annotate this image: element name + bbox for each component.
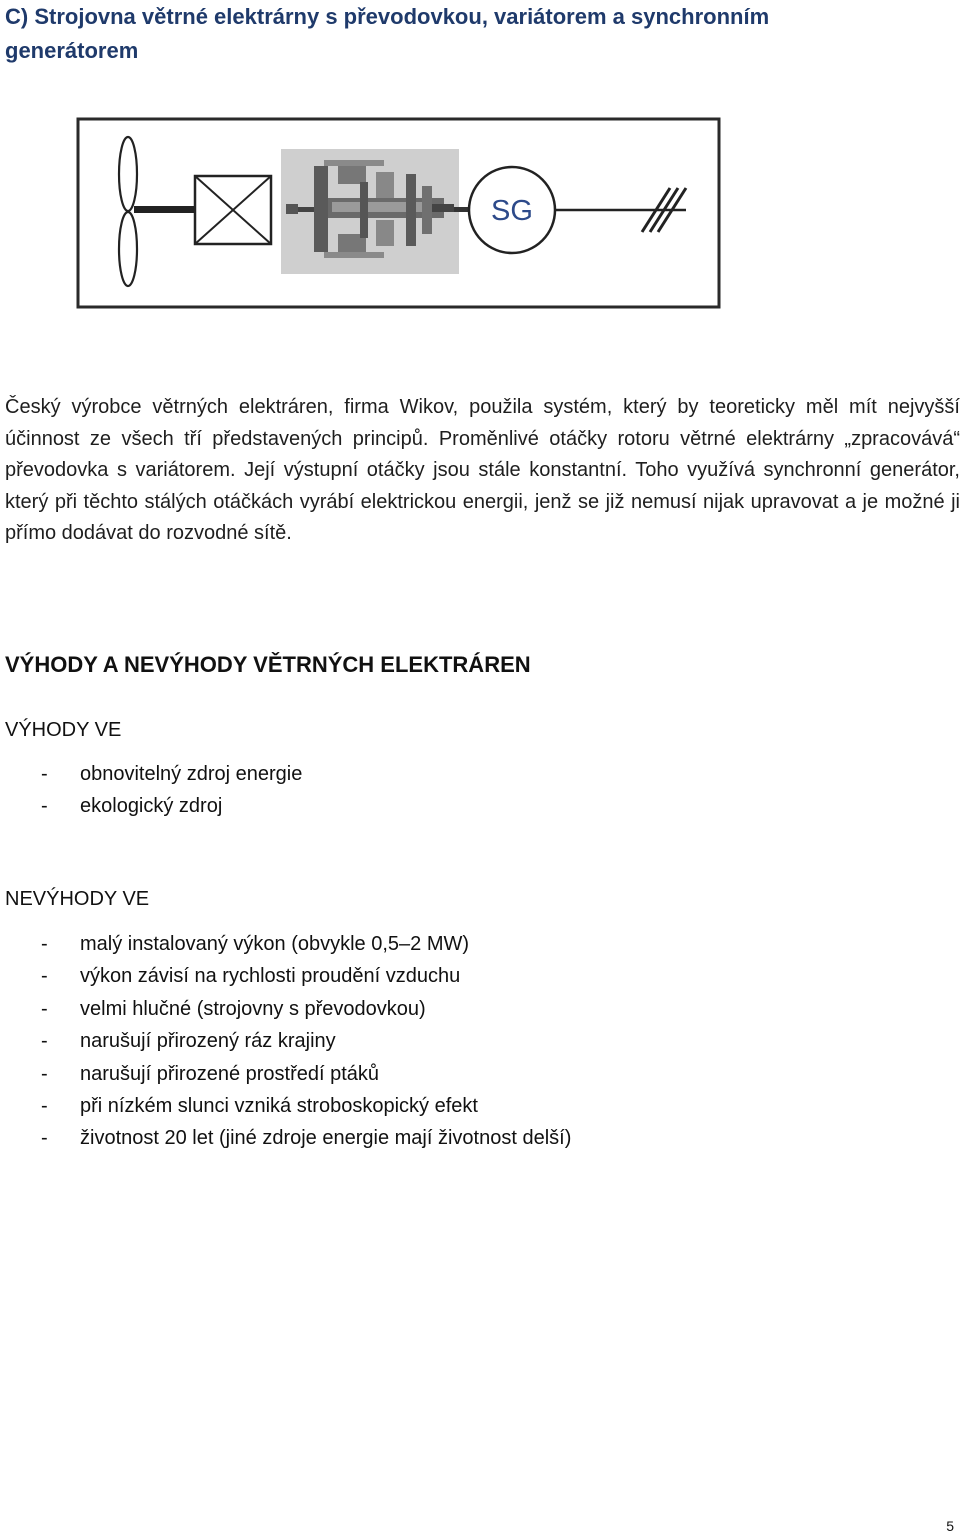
variator-icon: [281, 149, 459, 274]
list-item-text: ekologický zdroj: [80, 795, 223, 818]
section-heading: C) Strojovna větrné elektrárny s převodovkou, variátorem a synchronním generátorem: [5, 4, 770, 63]
gearbox-icon: [195, 176, 271, 244]
body-paragraph: Český výrobce větrných elektráren, firma Wikov, použila systém, který by teoreticky měl mít nejvyšší účinnost ze všech tří představených principů. Proměnlivé otáčky rotoru větrné elektrárny „zpracovává“ převodovka s variátorem. Její výstupní otáčky jsou stále konstantní. Toho využívá synchronní generátor, který při těchto stálých otáčkách vyrábí elektrickou energii, jenž se již nemusí nijak upravovat a je možné ji přímo dodávat do rozvodné sítě.: [5, 396, 960, 544]
generator-icon: [469, 167, 555, 253]
list-item-text: malý instalovaný výkon (obvykle 0,5–2 MW): [80, 933, 470, 955]
generator-shaft: [454, 207, 470, 212]
advantages-title: VÝHODY VE: [5, 719, 122, 741]
list-item-text: velmi hlučné (strojovny s převodovkou): [80, 997, 426, 1020]
generator-label: SG: [491, 195, 533, 227]
section-title: VÝHODY A NEVÝHODY VĚTRNÝCH ELEKTRÁREN: [5, 652, 531, 677]
list-item-text: životnost 20 let (jiné zdroje energie mají životnost delší): [80, 1127, 572, 1150]
wind-turbine-diagram: [76, 116, 722, 310]
list-item-text: narušují přirozené prostředí ptáků: [80, 1062, 380, 1085]
list-item-text: při nízkém slunci vzniká stroboskopický efekt: [80, 1094, 478, 1117]
list-item-text: obnovitelný zdroj energie: [80, 763, 303, 785]
list-item-text: výkon závisí na rychlosti proudění vzduchu: [80, 965, 461, 988]
page-number: 5: [946, 1518, 954, 1534]
disadvantages-title: NEVÝHODY VE: [5, 888, 150, 910]
list-item-text: narušují přirozený ráz krajiny: [80, 1030, 336, 1053]
